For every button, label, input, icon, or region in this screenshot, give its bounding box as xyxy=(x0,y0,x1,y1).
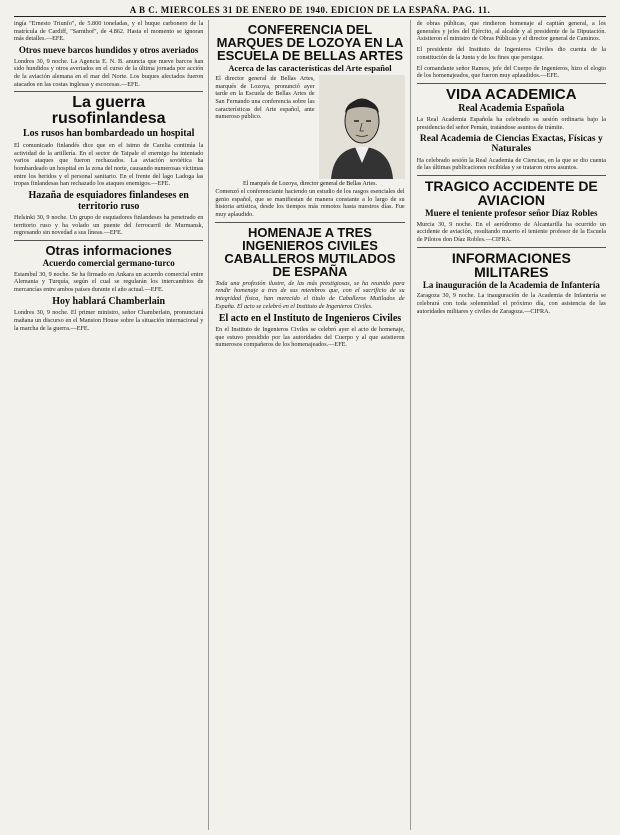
headline-academy-of-sciences: Real Academia de Ciencias Exactas, Físicas y Naturales xyxy=(419,133,603,154)
subhead-royal-spanish-academy: Real Academia Española xyxy=(458,102,565,114)
divider xyxy=(417,175,606,176)
paragraph-lozoya-body: Comenzó el conferenciante haciendo un estudio de los rasgos esenciales del genio español, que se manifiestan de manera constante a lo largo de su historia artística, desde los tiempos más remotos hasta nuestros días. Fue muy aplaudido. xyxy=(215,187,405,219)
headline-aviation-accident: TRAGICO ACCIDENTE DE AVIACION xyxy=(424,178,598,209)
headline-other-news: Otras informaciones xyxy=(45,243,172,259)
column-3 xyxy=(417,20,606,830)
headline-finnish-skiers: Hazaña de esquiadores finlandeses en territorio ruso xyxy=(28,190,189,212)
divider xyxy=(417,83,606,84)
subhead-diaz-robles: Muere el teniente profesor señor Díaz Robles xyxy=(425,208,598,219)
paragraph-royal-spanish-academy: La Real Academia Española ha celebrado su sesión ordinaria bajo la presidencia del señor Pemán, tratándose asuntos de trámite. xyxy=(416,116,606,132)
paragraph-institute-president: El presidente del Instituto de Ingenieros Civiles dio cuenta de la constitución de la Junta y de los fines que persigue. xyxy=(416,46,606,61)
divider xyxy=(14,240,203,241)
paragraph-finnish-skiers: Helsinki 30, 9 noche. Un grupo de esquiadores finlandeses ha penetrado en territorio ruso y ha volado un puente del ferrocarril de Murmansk, regresando sin novedad a sus líneas.—EFE. xyxy=(14,214,204,237)
subhead-hospital-bombed: Los rusos han bombardeado un hospital xyxy=(22,128,195,140)
subhead-german-turkish-agreement: Acuerdo comercial germano-turco xyxy=(42,258,175,269)
paragraph-chamberlain: Londres 30, 9 noche. El primer ministro, señor Chamberlain, pronunciará mañana un discurso en el Mansion House sobre la situación internacional y la marcha de la guerra.—EFE. xyxy=(14,309,204,332)
intro-paragraph: ingía "Ernesto Triunfo", de 5.800 toneladas, y el buque carbonero de la matrícula de Cardiff, "Sarnthof", de 4.862. Hasta el momento se ignoran más detalles.—EFE. xyxy=(14,20,204,43)
paragraph-civil-engineers-act: En el Instituto de Ingenieros Civiles se celebró ayer el acto de homenaje, que estuvo presidido por las autoridades del Cuerpo y al que asistieron numerosos compañeros de los homenajeados.—EFE. xyxy=(215,326,405,349)
headline-tribute-engineers: HOMENAJE A TRES INGENIEROS CIVILES CABALLEROS MUTILADOS DE ESPAÑA xyxy=(224,224,396,279)
divider xyxy=(14,91,203,92)
paragraph-lozoya-intro: El director general de Bellas Artes, marqués de Lozoya, pronunció ayer tarde en la Escuela de Bellas Artes de San Fernando una conferencia sobre las características del Arte español, ante numeroso público. xyxy=(215,74,315,121)
portrait-icon xyxy=(319,75,405,179)
paragraph-german-turkish-agreement: Estambul 30, 9 noche. Se ha firmado en Ankara un acuerdo comercial entre Alemania y Turquía, según el cual se regularán los intercambios de mercancías entre ambos países durante el año actual.—EFE. xyxy=(14,270,204,294)
headline-academic-life: VIDA ACADEMICA xyxy=(446,85,577,103)
headline-civil-engineers-act: El acto en el Instituto de Ingenieros Civiles xyxy=(218,312,402,324)
paragraph-nine-ships: Londres 30, 9 noche. La Agencia E. N. B. anuncia que nueve barcos han sido hundidos y otros averiados en el curso de la última jornada por acción de la aviación alemana en el mar del Norte. Los buques afectados fueron atacados en las costas inglesas y escocesas.—EFE. xyxy=(14,57,204,88)
subhead-infantry-academy: La inauguración de la Academia de Infantería xyxy=(422,279,600,290)
subhead-spanish-art: Acerca de las características del Arte español xyxy=(228,63,392,73)
headline-chamberlain: Hoy hablará Chamberlain xyxy=(52,295,166,307)
paragraph-finnish-communique: El comunicado finlandés dice que en el istmo de Carelia continúa la actividad de la artillería. En el sector de Taipale el enemigo ha intentado varios ataques que fueron rechazados. La aviación soviética ha bombardeado un hospital en la zona del norte, causando numerosas víctimas entre los heridos y el personal sanitario. En el frente del lago Ladoga las tropas finlandesas han rechazado los ataques enemigos.—EFE. xyxy=(14,141,204,188)
column-2 xyxy=(215,20,410,830)
headline-lozoya-conference: CONFERENCIA DEL MARQUES DE LOZOYA EN LA ESCUELA DE BELLAS ARTES xyxy=(216,22,404,63)
portrait-illustration xyxy=(319,75,405,179)
paragraph-aviation-accident: Murcia 30, 9 noche. En el aeródromo de Alcantarilla ha ocurrido un accidente de aviación, resultando muerto el teniente profesor de la Escuela de Pilotos don Díaz Robles.—CIFRA. xyxy=(416,220,606,244)
columns xyxy=(14,20,606,830)
paragraph-tribute-engineers: Toda una profesión ilustre, de las más prestigiosas, se ha reunido para rendir homenaje a tres de sus miembros que, con el sacrificio de su integridad física, han merecido el título de Caballeros Mutilados de España. El acto se celebró en el Instituto de Ingenieros Civiles. xyxy=(215,279,405,310)
column-1 xyxy=(14,20,209,830)
divider xyxy=(417,247,606,248)
headline-russo-finnish-war: La guerra rusofinlandesa xyxy=(51,94,166,128)
paragraph-academy-of-sciences: Ha celebrado sesión la Real Academia de Ciencias, en la que se dio cuenta de las últimas publicaciones recibidas y se trataron otros asuntos. xyxy=(416,156,606,172)
portrait-caption: El marqués de Lozoya, director general de Bellas Artes. xyxy=(243,180,377,187)
masthead: A B C. MIERCOLES 31 DE ENERO DE 1940. EDICION DE LA ESPAÑA. PAG. 11. xyxy=(14,4,606,17)
paragraph-commander-ramos: El comandante señor Ramos, jefe del Cuerpo de Ingenieros, hizo el elogio de los homenajeados, que fueron muy aplaudidos.—EFE. xyxy=(416,64,606,80)
headline-military-news: INFORMACIONES MILITARES xyxy=(451,249,571,280)
divider xyxy=(215,222,404,223)
paragraph-engineers-continued: de obras públicas, que rindieron homenaje al capitán general, a los generales y jefes del Ejército, al alcalde y al presidente de la Diputación. Asistieron el ministro de Obras Públicas y el director general de Caminos. xyxy=(416,20,606,43)
paragraph-infantry-academy: Zaragoza 30, 9 noche. La inauguración de la Academia de Infantería se celebrará con toda solemnidad el próximo día, con asistencia de las autoridades militares y civiles de Zaragoza.—CIFRA. xyxy=(416,292,606,315)
headline-nine-ships: Otros nueve barcos hundidos y otros averiados xyxy=(18,45,199,56)
